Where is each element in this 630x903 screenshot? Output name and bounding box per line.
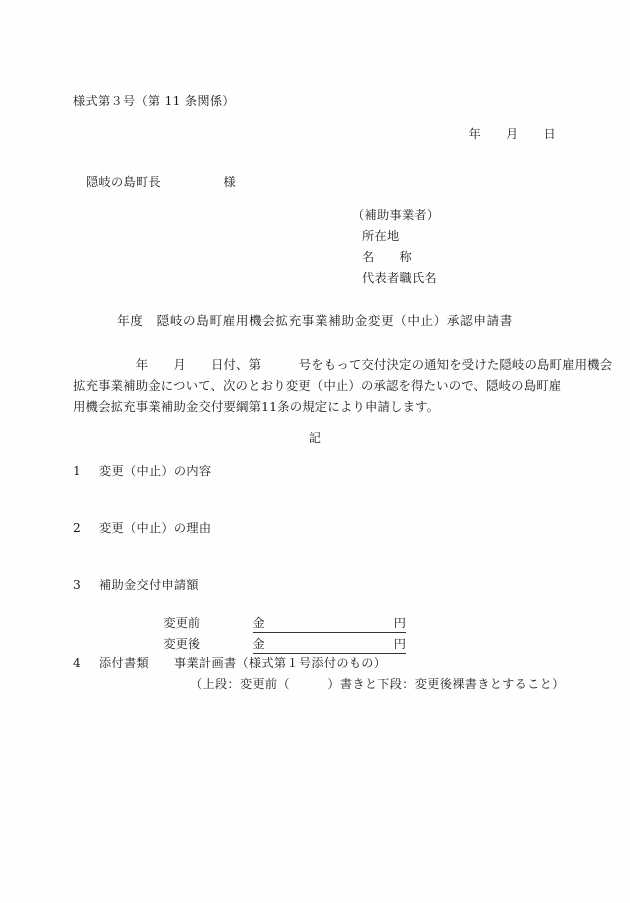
date-line: 年 月 日 <box>468 127 556 141</box>
applicant-block-header: （補助事業者） <box>352 208 440 222</box>
applicant-name-label: 名 称 <box>362 250 412 264</box>
amount-after-field[interactable] <box>253 635 406 654</box>
amount-before-label: 変更前 <box>163 616 201 630</box>
amount-after-unit: 円 <box>393 637 406 651</box>
amount-before-unit: 円 <box>393 616 406 630</box>
item-number-4: 4 <box>73 656 82 670</box>
body-paragraph-line-3: 用機会拡充事業補助金交付要綱第11条の規定により申請します。 <box>73 399 440 414</box>
form-number: 様式第３号（第 11 条関係） <box>73 94 235 108</box>
addressee-line: 隠岐の島町長 様 <box>86 175 236 189</box>
amount-after-money-mark: 金 <box>252 637 265 651</box>
item-number-3: 3 <box>73 578 82 592</box>
attachment-document-name: 事業計画書（様式第１号添付のもの） <box>174 656 387 670</box>
amount-before-money-mark: 金 <box>252 616 265 630</box>
item-label-change-content: 変更（中止）の内容 <box>99 464 212 478</box>
ki-mark: 記 <box>308 431 322 445</box>
applicant-address-label: 所在地 <box>362 229 400 243</box>
applicant-representative-label: 代表者職氏名 <box>362 271 437 285</box>
attachment-note: （上段：変更前（ ）書きと下段：変更後裸書きとすること） <box>190 677 565 691</box>
item-label-change-reason: 変更（中止）の理由 <box>99 521 212 535</box>
item-label-attachments: 添付書類 <box>99 656 149 670</box>
item-number-1: 1 <box>73 464 82 478</box>
item-number-2: 2 <box>73 521 82 535</box>
document-title: 年度 隠岐の島町雇用機会拡充事業補助金変更（中止）承認申請書 <box>117 313 513 328</box>
amount-after-label: 変更後 <box>163 637 201 651</box>
item-label-subsidy-amount: 補助金交付申請額 <box>99 578 199 592</box>
body-paragraph-line-1: 年 月 日付、第 号をもって交付決定の通知を受けた隠岐の島町雇用機会 <box>73 357 613 372</box>
body-paragraph-line-2: 拡充事業補助金について、次のとおり変更（中止）の承認を得たいので、隠岐の島町雇 <box>73 378 562 393</box>
